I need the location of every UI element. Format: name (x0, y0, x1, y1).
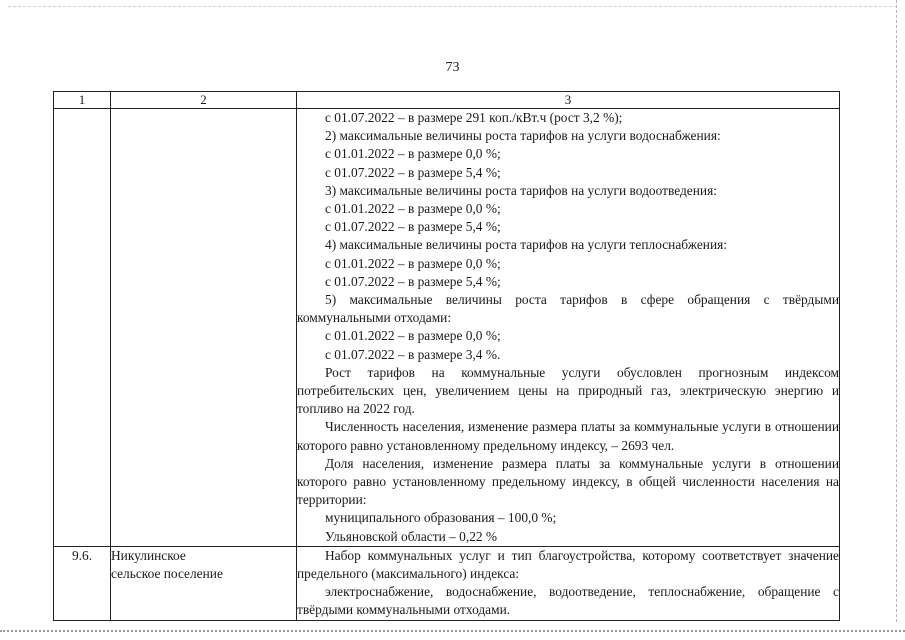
paragraph: Доля населения, изменение размера платы за коммунальные услуги в отношении которого равно установленному предельному индексу, в общей численности населения на территории: (297, 455, 839, 508)
paragraph: с 01.07.2022 – в размере 3,4 %. (325, 346, 501, 362)
row-municipality (111, 546, 297, 620)
row-municipality (111, 109, 297, 547)
header-col-1: 1 (54, 92, 111, 109)
header-col-3: 3 (297, 92, 840, 109)
header-col-2: 2 (111, 92, 297, 109)
paragraph: муниципального образования – 100,0 %; (325, 510, 557, 526)
paragraph: Рост тарифов на коммунальные услуги обусловлен прогнозным индексом потребительских цен, увеличением цены на природный газ, электрическую энергию и топливо на 2022 год. (297, 364, 839, 417)
row-number: 9.6. (54, 546, 111, 620)
table-header (54, 92, 840, 109)
table-body (54, 109, 840, 621)
paragraph: Ульяновской области – 0,22 % (325, 528, 498, 544)
table-row (54, 546, 840, 620)
paragraph: с 01.01.2022 – в размере 0,0 %; (325, 255, 501, 271)
row-number (54, 109, 111, 547)
paragraph: с 01.07.2022 – в размере 5,4 %; (325, 219, 501, 235)
paragraph: Набор коммунальных услуг и тип благоустройства, которому соответствует значение предельного (максимального) индекса: (297, 547, 839, 582)
scan-edge-top (8, 6, 897, 7)
row-description (297, 546, 840, 620)
paragraph: с 01.07.2022 – в размере 5,4 %; (325, 273, 501, 289)
paragraph: 2) максимальные величины роста тарифов на услуги водоснабжения: (325, 128, 721, 144)
scan-edge-bottom (0, 630, 905, 632)
municipality-name-line: Никулинское (111, 547, 186, 563)
paragraph: с 01.07.2022 – в размере 5,4 %; (325, 164, 501, 180)
paragraph: 3) максимальные величины роста тарифов на услуги водоотведения: (325, 182, 717, 198)
table-row (54, 109, 840, 547)
paragraph: Численность населения, изменение размера платы за коммунальные услуги в отношении которого равно установленному предельному индексу, – 2693 чел. (297, 419, 839, 453)
document-table (53, 91, 840, 621)
row-description (297, 109, 840, 547)
paragraph: 4) максимальные величины роста тарифов на услуги теплоснабжения: (325, 237, 727, 253)
page-number: 73 (445, 60, 460, 75)
paragraph: с 01.01.2022 – в размере 0,0 %; (325, 328, 501, 344)
municipality-name-line: сельское поселение (111, 566, 223, 582)
paragraph: с 01.07.2022 – в размере 291 коп./кВт.ч (рост 3,2 %); (325, 110, 623, 125)
paragraph: 5) максимальные величины роста тарифов в сфере обращения с твёрдыми коммунальными отходами: (297, 292, 839, 326)
paragraph: с 01.01.2022 – в размере 0,0 %; (325, 201, 501, 217)
paragraph: с 01.01.2022 – в размере 0,0 %; (325, 146, 501, 162)
scan-edge-right (896, 0, 897, 622)
header-row (54, 92, 840, 109)
paragraph: электроснабжение, водоснабжение, водоотведение, теплоснабжение, обращение с твёрдыми коммунальными отходами. (297, 584, 839, 618)
